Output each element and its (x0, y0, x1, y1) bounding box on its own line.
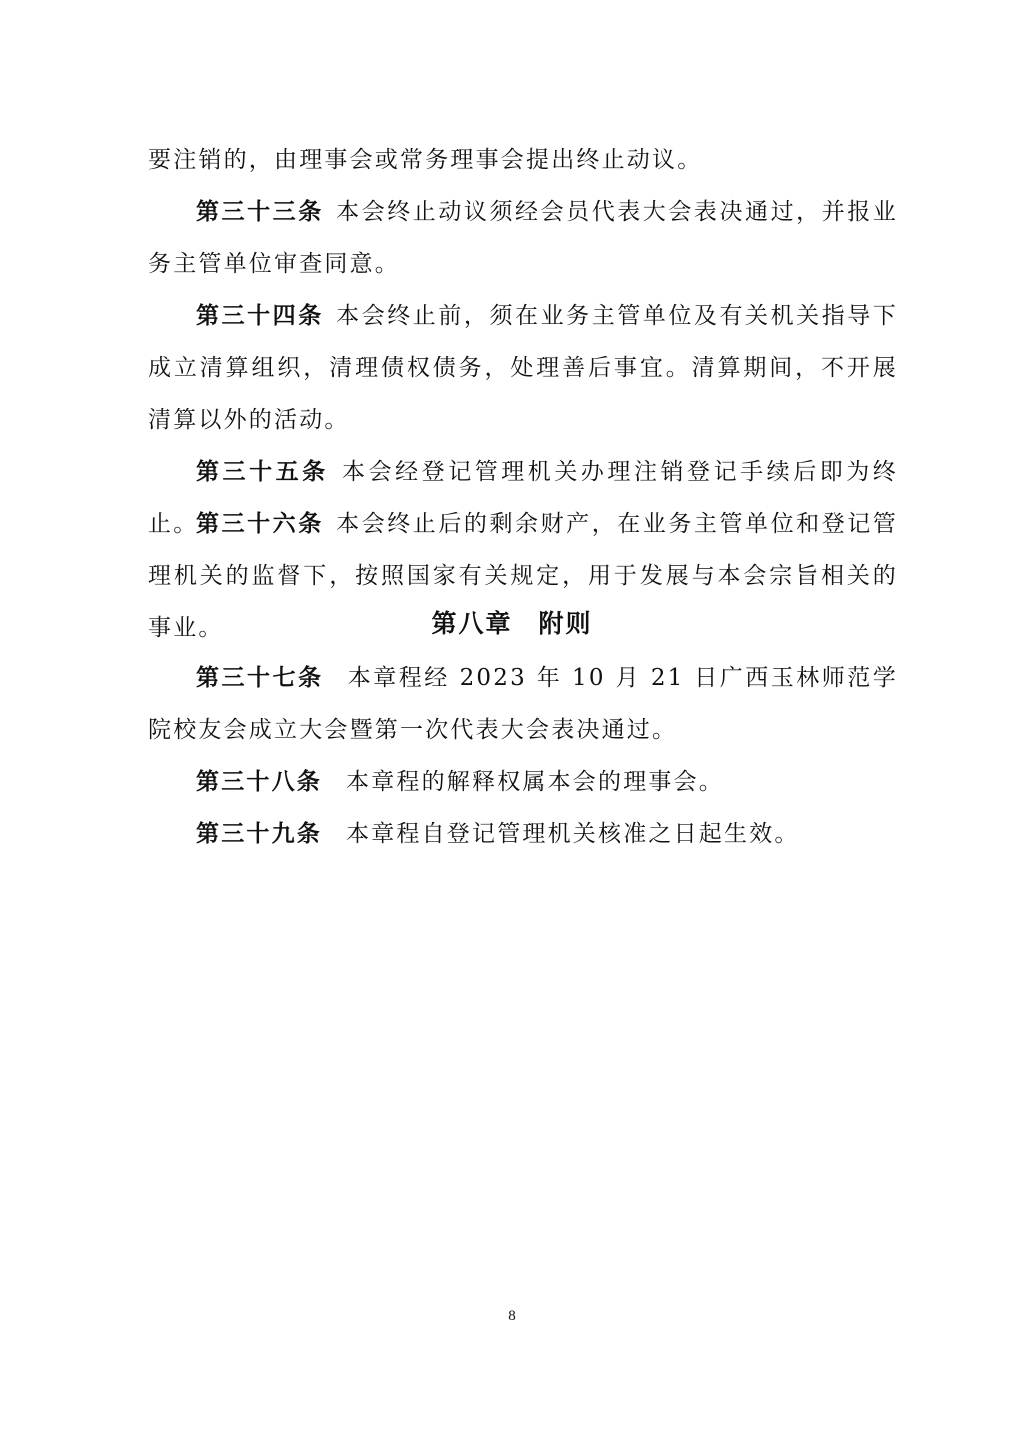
article-label: 第三十九条 (196, 820, 322, 847)
article-38 (148, 756, 898, 808)
article-label: 第三十四条 (196, 302, 324, 329)
paragraph-continuation (148, 134, 898, 186)
article-text: 本章程经 2023 年 10 月 21 日广西玉林师范学院校友会成立大会暨第一次代表大会表决通过。 (148, 665, 898, 743)
article-text: 本会终止动议须经会员代表大会表决通过，并报业务主管单位审查同意。 (148, 199, 898, 277)
chapter-number: 第八章 (431, 609, 513, 638)
page-number: 8 (508, 1308, 516, 1324)
article-label: 第三十七条 (196, 664, 324, 691)
article-34 (148, 290, 898, 446)
article-33 (148, 186, 898, 290)
article-label: 第三十三条 (196, 198, 324, 225)
article-label: 第三十五条 (196, 458, 329, 485)
article-text: 本会终止后的剩余财产，在业务主管单位和登记管理机关的监督下，按照国家有关规定，用于发展与本会宗旨相关的事业。 (148, 511, 898, 641)
article-text: 本会经登记管理机关办理注销登记手续后即为终止。 (148, 459, 899, 537)
chapter-heading (0, 604, 1024, 644)
article-text: 本章程自登记管理机关核准之日起生效。 (346, 821, 800, 847)
article-39 (148, 808, 898, 860)
article-label: 第三十六条 (196, 510, 324, 537)
article-label: 第三十八条 (196, 768, 322, 795)
article-37 (148, 652, 898, 756)
chapter-title: 附则 (538, 609, 593, 638)
article-text: 本章程的解释权属本会的理事会。 (346, 769, 724, 795)
article-text: 本会终止前，须在业务主管单位及有关机关指导下成立清算组织，清理债权债务，处理善后事宜。清算期间，不开展清算以外的活动。 (148, 303, 898, 433)
paragraph-text: 要注销的，由理事会或常务理事会提出终止动议。 (148, 147, 703, 173)
